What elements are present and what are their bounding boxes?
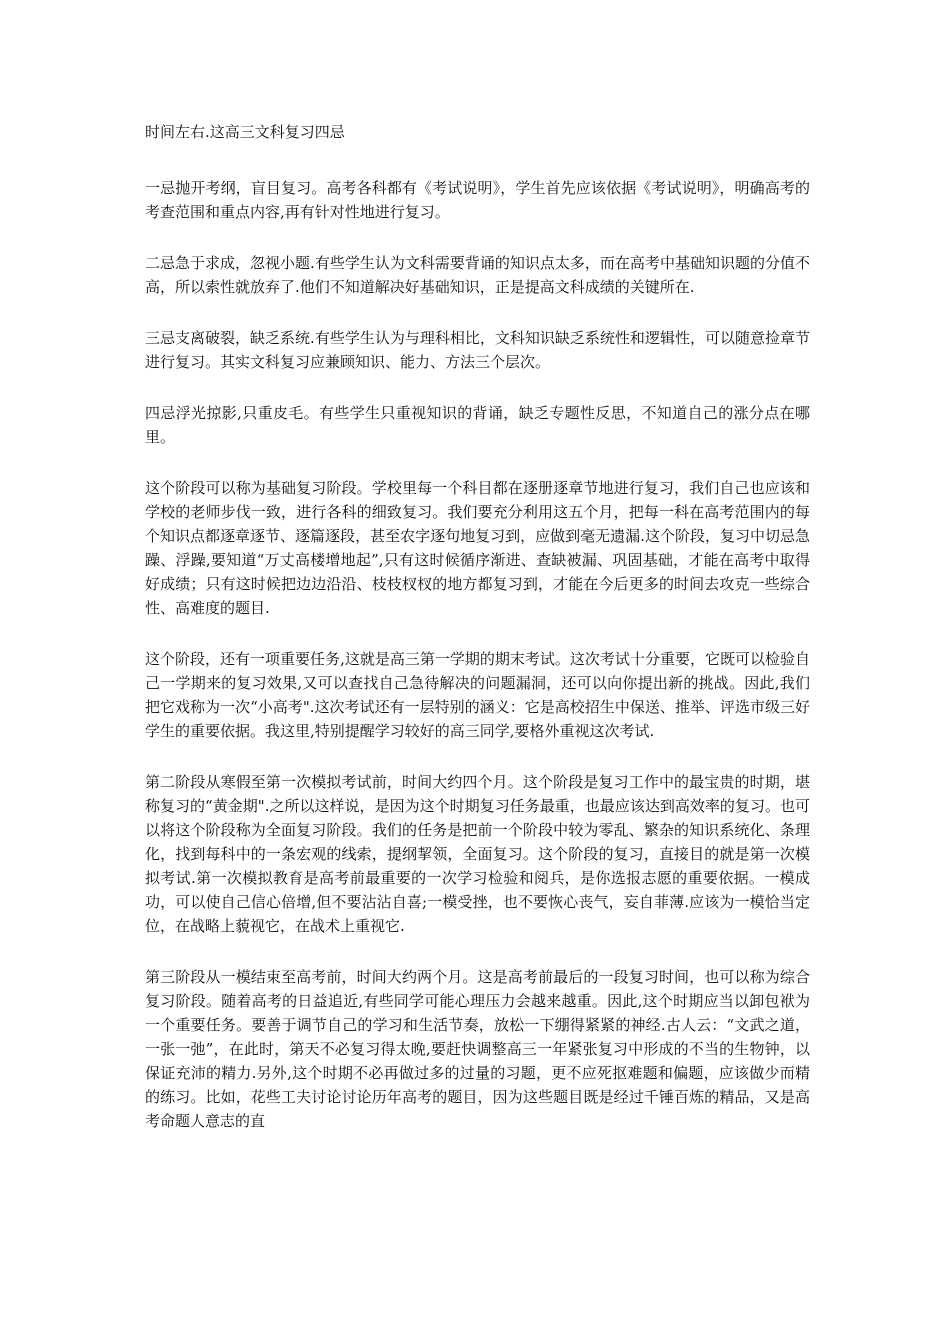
paragraph-7: 第二阶段从寒假至第一次模拟考试前，时间大约四个月。这个阶段是复习工作中的最宝贵的时期，堪称复习的“黄金期".之所以这样说，是因为这个时期复习任务最重，也最应该达到高效率的复习。也可以将这个阶段称为全面复习阶段。我们的任务是把前一个阶段中较为零乱、繁杂的知识系统化、条理化，找到每科中的一条宏观的线索，提纲挈领，全面复习。这个阶段的复习，直接目的就是第一次模拟考试.第一次模拟教育是高考前最重要的一次学习检验和阅兵，是你选报志愿的重要依据。一模成功，可以使自己信心倍增,但不要沾沾自喜;一模受挫，也不要恢心丧气，妄自菲薄.应该为一模恰当定位，在战略上藐视它，在战术上重视它.: [145, 773, 810, 935]
document-title: 时间左右.这高三文科复习四忌: [145, 123, 345, 141]
paragraph-1: 一忌抛开考纲，盲目复习。高考各科都有《考试说明》，学生首先应该依据《考试说明》，明确高考的考查范围和重点内容,再有针对性地进行复习。: [145, 179, 810, 221]
paragraph-3: 三忌支离破裂，缺乏系统.有些学生认为与理科相比，文科知识缺乏系统性和逻辑性，可以随意捡章节进行复习。其实文科复习应兼顾知识、能力、方法三个层次。: [145, 329, 810, 371]
paragraph-4: 四忌浮光掠影,只重皮毛。有些学生只重视知识的背诵，缺乏专题性反思，不知道自己的涨分点在哪里。: [145, 404, 810, 446]
document-page: [145, 120, 810, 1160]
paragraph-2: 二忌急于求成，忽视小题.有些学生认为文科需要背诵的知识点太多，而在高考中基础知识题的分值不高，所以索性就放弃了.他们不知道解决好基础知识，正是提高文科成绩的关键所在.: [145, 254, 810, 296]
paragraph-8: 第三阶段从一模结束至高考前，时间大约两个月。这是高考前最后的一段复习时间，也可以称为综合复习阶段。随着高考的日益追近,有些同学可能心理压力会越来越重。因此,这个时期应当以卸包袱为一个重要任务。要善于调节自己的学习和生活节奏，放松一下绷得紧紧的神经.古人云：“文武之道，一张一弛”，在此时，第天不必复习得太晚,要赶快调整高三一年紧张复习中形成的不当的生物钟，以保证充沛的精力.另外,这个时期不必再做过多的过量的习题，更不应死抠难题和偏题，应该做少而精的练习。比如，花些工夫讨论讨论历年高考的题目，因为这些题目既是经过千锤百炼的精品，又是高考命题人意志的直: [145, 968, 810, 1130]
paragraph-6: 这个阶段，还有一项重要任务,这就是高三第一学期的期末考试。这次考试十分重要，它既可以检验自己一学期来的复习效果,又可以查找自己急待解决的问题漏洞，还可以向你提出新的挑战。因此,我们把它戏称为一次“小高考".这次考试还有一层特别的涵义：它是高校招生中保送、推举、评选市级三好学生的重要依据。我这里,特别提醒学习较好的高三同学,要格外重视这次考试.: [145, 650, 810, 740]
paragraph-5: 这个阶段可以称为基础复习阶段。学校里每一个科目都在逐册逐章节地进行复习，我们自己也应该和学校的老师步伐一致，进行各科的细致复习。我们要充分利用这五个月，把每一科在高考范围内的每个知识点都逐章逐节、逐篇逐段，甚至农字逐句地复习到，应做到毫无遗漏.这个阶段，复习中切忌急躁、浮躁,要知道“万丈高楼增地起”,只有这时候循序渐进、查缺被漏、巩固基础，才能在高考中取得好成绩；只有这时候把边边沿沿、枝枝杈杈的地方都复习到，才能在今后更多的时间去攻克一些综合性、高难度的题目.: [145, 479, 810, 617]
